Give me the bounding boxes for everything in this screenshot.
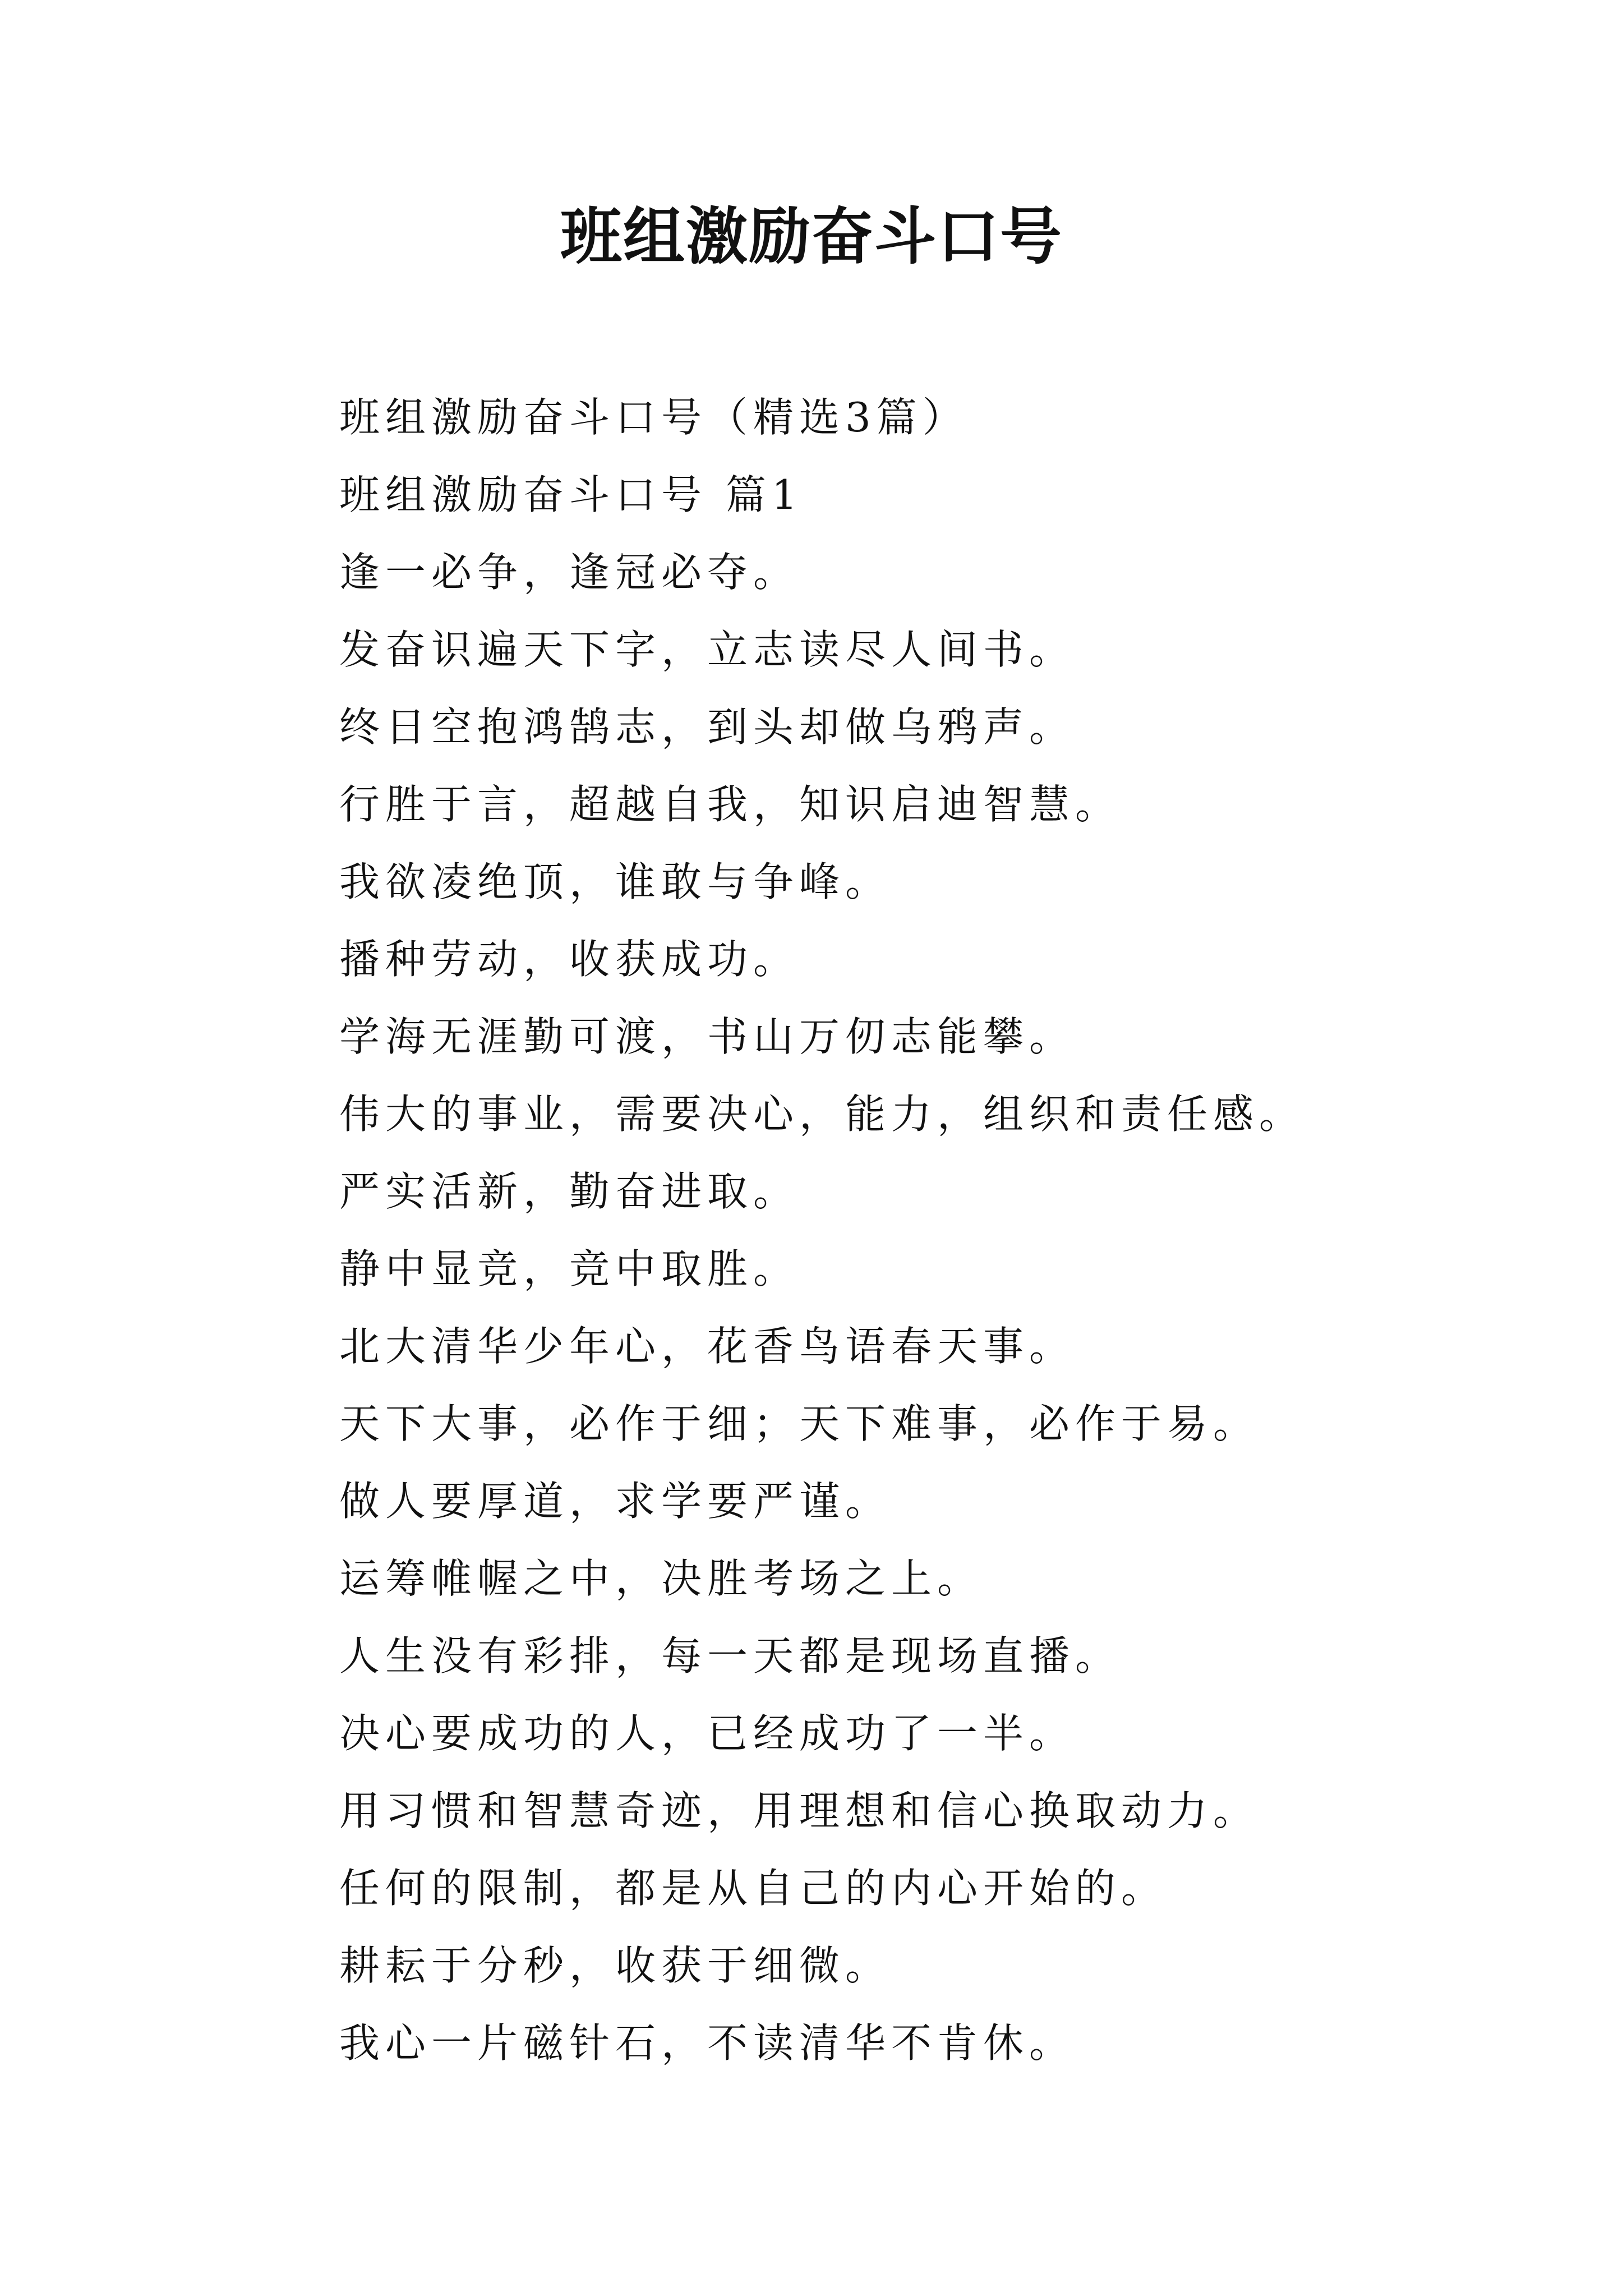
slogan-line: 学海无涯勤可渡，书山万仞志能攀。 bbox=[339, 1013, 1076, 1060]
slogan-line: 做人要厚道，求学要严谨。 bbox=[339, 1478, 892, 1525]
document-body bbox=[339, 379, 1517, 2082]
heading-line: 班组激励奋斗口号（精选3篇） bbox=[339, 394, 969, 441]
slogan-line: 行胜于言，超越自我，知识启迪智慧。 bbox=[339, 781, 1122, 828]
slogan-line: 我心一片磁针石，不读清华不肯休。 bbox=[339, 2019, 1076, 2067]
slogan-line: 运筹帷幄之中，决胜考场之上。 bbox=[339, 1555, 984, 1602]
slogan-line: 用习惯和智慧奇迹，用理想和信心换取动力。 bbox=[339, 1787, 1260, 1834]
slogan-line: 终日空抱鸿鹄志，到头却做乌鸦声。 bbox=[339, 703, 1076, 751]
slogan-line: 耕耘于分秒，收获于细微。 bbox=[339, 1942, 892, 1989]
slogan-line: 播种劳动，收获成功。 bbox=[339, 936, 800, 983]
slogan-line: 天下大事，必作于细；天下难事，必作于易。 bbox=[339, 1400, 1260, 1447]
slogan-line: 伟大的事业，需要决心，能力，组织和责任感。 bbox=[339, 1091, 1306, 1138]
slogan-line: 任何的限制，都是从自己的内心开始的。 bbox=[339, 1865, 1168, 1912]
slogan-line: 逢一必争，逢冠必夺。 bbox=[339, 549, 800, 596]
slogan-line: 我欲凌绝顶，谁敢与争峰。 bbox=[339, 858, 892, 905]
slogan-line: 决心要成功的人，已经成功了一半。 bbox=[339, 1710, 1076, 1757]
slogan-line: 发奋识遍天下字，立志读尽人间书。 bbox=[339, 626, 1076, 673]
slogan-line: 静中显竞，竞中取胜。 bbox=[339, 1245, 800, 1292]
section-heading: 班组激励奋斗口号 篇1 bbox=[339, 471, 803, 518]
slogan-line: 严实活新，勤奋进取。 bbox=[339, 1168, 800, 1215]
document-title: 班组激励奋斗口号 bbox=[560, 200, 1063, 273]
slogan-line: 人生没有彩排，每一天都是现场直播。 bbox=[339, 1632, 1122, 1680]
slogan-line: 北大清华少年心，花香鸟语春天事。 bbox=[339, 1323, 1076, 1370]
